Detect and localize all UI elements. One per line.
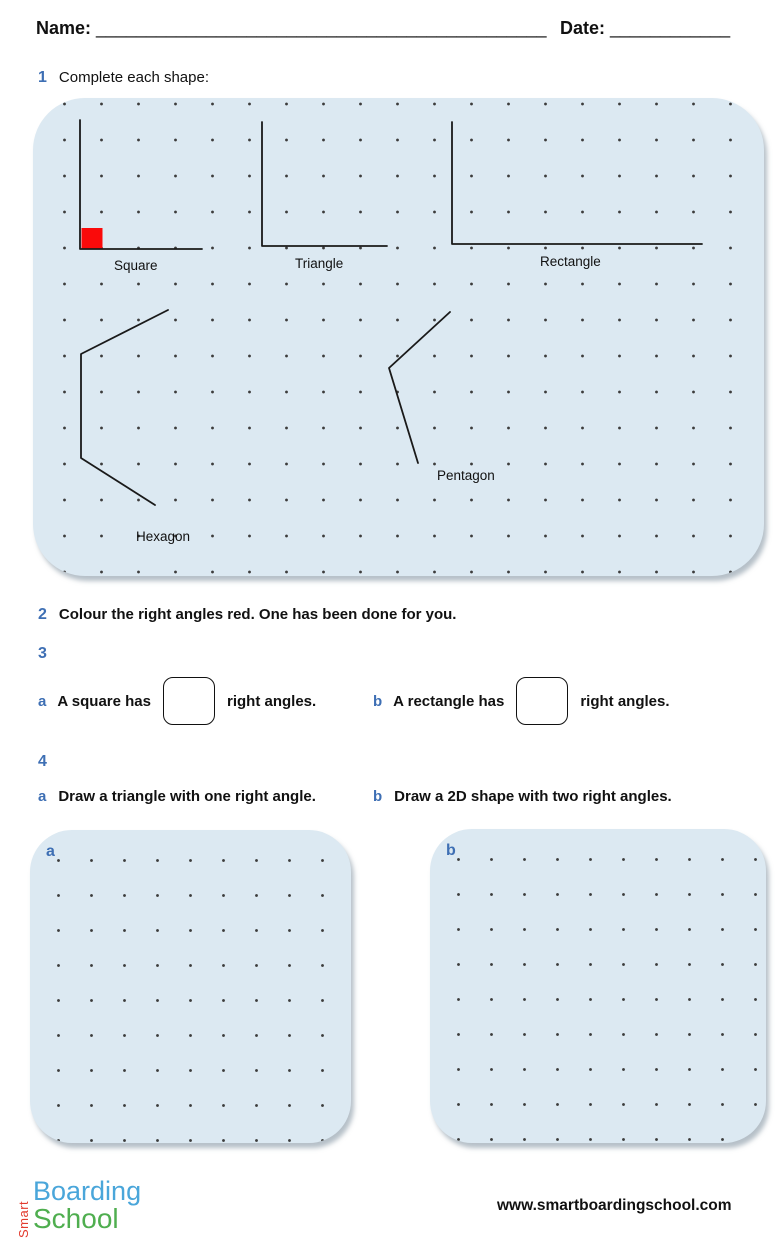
question-3b [373, 677, 670, 725]
question-3a-text-after: right angles. [227, 692, 317, 710]
question-1-number: 1 [38, 69, 47, 86]
question-2 [38, 606, 456, 624]
name-field-row [36, 18, 547, 39]
question-3b-answer-box[interactable] [516, 677, 568, 725]
logo-boarding-text: Boarding [33, 1176, 142, 1206]
shape-completion-grid[interactable] [33, 98, 764, 576]
drawing-grid-a-label: a [46, 843, 55, 860]
question-3b-text-after: right angles. [580, 692, 670, 710]
name-label: Name: [36, 18, 92, 38]
question-3a-text-before: A square has [57, 692, 151, 710]
logo-smart-text: Smart [16, 1200, 31, 1238]
question-4a [38, 788, 316, 805]
drawing-grid-a[interactable] [30, 830, 351, 1143]
question-4b [373, 788, 672, 805]
rectangle-partial-shape [452, 122, 702, 244]
drawing-grid-b-label: b [446, 842, 456, 859]
square-label: Square [114, 258, 158, 273]
date-label: Date: [560, 18, 606, 38]
date-field-row [560, 18, 730, 39]
question-2-number: 2 [38, 606, 47, 623]
pentagon-partial-shape [389, 312, 450, 463]
rectangle-label: Rectangle [540, 254, 601, 269]
partial-shapes-drawing [33, 98, 764, 576]
question-4-number: 4 [38, 753, 47, 770]
question-4b-text: Draw a 2D shape with two right angles. [394, 788, 672, 805]
right-angle-marker [82, 228, 103, 249]
triangle-partial-shape [262, 122, 387, 246]
question-1 [38, 69, 209, 87]
pentagon-label: Pentagon [437, 468, 495, 483]
question-3a [38, 677, 316, 725]
question-3b-text-before: A rectangle has [393, 692, 505, 710]
hexagon-label: Hexagon [136, 529, 191, 544]
website-url: www.smartboardingschool.com [497, 1197, 732, 1214]
question-1-text: Complete each shape: [58, 69, 210, 86]
question-3-number: 3 [38, 645, 47, 662]
logo-school-text: School [33, 1203, 119, 1234]
name-blank-line[interactable]: _____________________________________________ [96, 18, 547, 38]
question-3a-answer-box[interactable] [163, 677, 215, 725]
question-3a-letter: a [38, 692, 47, 710]
drawing-grid-b[interactable] [430, 829, 766, 1143]
triangle-label: Triangle [295, 256, 344, 271]
hexagon-partial-shape [81, 310, 168, 505]
question-4b-letter: b [373, 788, 383, 805]
question-4a-letter: a [38, 788, 47, 805]
question-4a-text: Draw a triangle with one right angle. [58, 788, 316, 805]
question-3b-letter: b [373, 692, 383, 710]
date-blank-line[interactable]: ____________ [610, 18, 731, 38]
question-2-text: Colour the right angles red. One has been done for you. [58, 606, 457, 623]
